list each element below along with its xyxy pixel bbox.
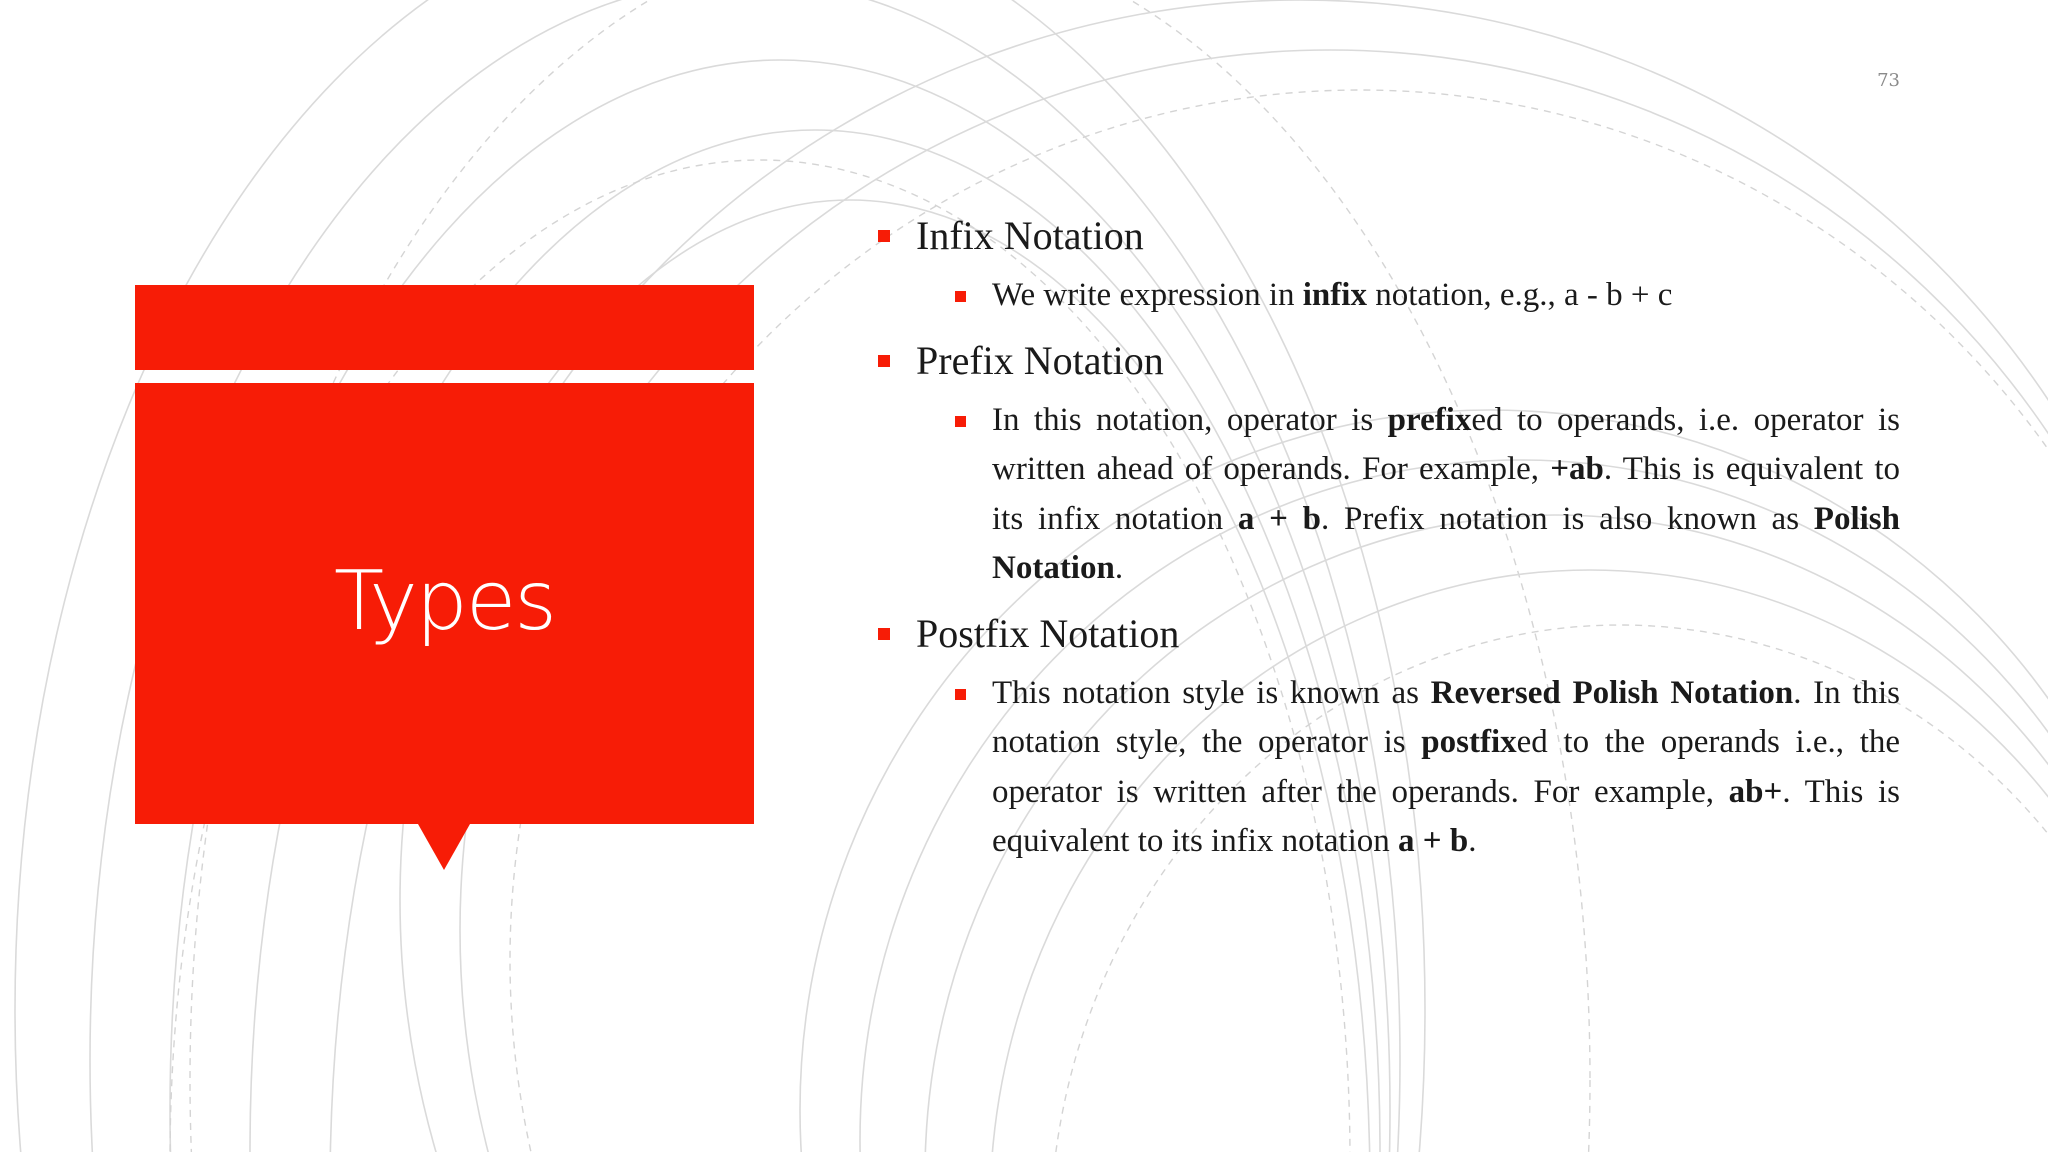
bold-term: a + b: [1398, 823, 1469, 859]
bold-term: Reversed Polish Notation: [1430, 674, 1794, 711]
bold-term: a + b: [1237, 500, 1322, 537]
bullet-infix-detail: [878, 271, 1900, 321]
detail-run: .: [1114, 550, 1124, 586]
detail-run: . This is equivalent to its infix notation: [992, 451, 1900, 537]
detail-run: . In this notation style, the operator is: [992, 674, 1900, 760]
bullet-prefix-heading: [878, 333, 1900, 389]
detail-run: notation, e.g., a - b + c: [1366, 277, 1673, 313]
bullet-postfix-heading: [878, 606, 1900, 662]
detail-run: ed to operands, i.e. operator is written ahead of operands. For example,: [992, 401, 1900, 487]
bold-term: infix: [1302, 277, 1367, 313]
detail-run: . Prefix notation is also known as: [1321, 500, 1814, 537]
bullet-heading-text: Postfix Notation: [916, 610, 1180, 656]
detail-run: In this notation, operator is: [992, 401, 1388, 438]
title-accent-strip-fill: [135, 285, 754, 370]
detail-run: ed to the operands i.e., the operator is written after the operands. For example,: [992, 724, 1901, 810]
slide-title: Types: [333, 554, 556, 649]
title-accent-strip: [135, 285, 754, 370]
bold-term: Polish Notation: [992, 500, 1900, 586]
square-bullet-icon: [878, 355, 890, 367]
square-bullet-icon: [955, 689, 966, 700]
square-bullet-icon: [955, 416, 966, 427]
bold-term: prefix: [1387, 401, 1472, 438]
callout-pointer-icon: [418, 824, 470, 870]
square-bullet-icon: [878, 230, 890, 242]
bold-term: ab+: [1728, 773, 1783, 810]
detail-run: . This is equivalent to its infix notation: [992, 773, 1900, 859]
detail-run: We write expression in: [992, 277, 1303, 313]
bold-term: +ab: [1550, 451, 1604, 487]
bullet-detail-text: [992, 402, 1900, 587]
bullet-detail-text: [992, 277, 1672, 313]
bullet-prefix-detail: [878, 396, 1900, 594]
detail-run: .: [1468, 823, 1477, 859]
bullet-infix-heading: [878, 208, 1900, 264]
bullet-list: [878, 208, 1900, 867]
detail-run: This notation style is known as: [992, 674, 1431, 711]
bullet-heading-text: Infix Notation: [916, 213, 1144, 258]
page-number: 73: [1877, 70, 1900, 91]
bullet-postfix-detail: [878, 669, 1900, 867]
bullet-heading-text: Prefix Notation: [916, 337, 1164, 383]
bullet-detail-text: [992, 675, 1900, 860]
square-bullet-icon: [955, 291, 966, 302]
bold-term: postfix: [1421, 724, 1517, 760]
square-bullet-icon: [878, 628, 890, 640]
